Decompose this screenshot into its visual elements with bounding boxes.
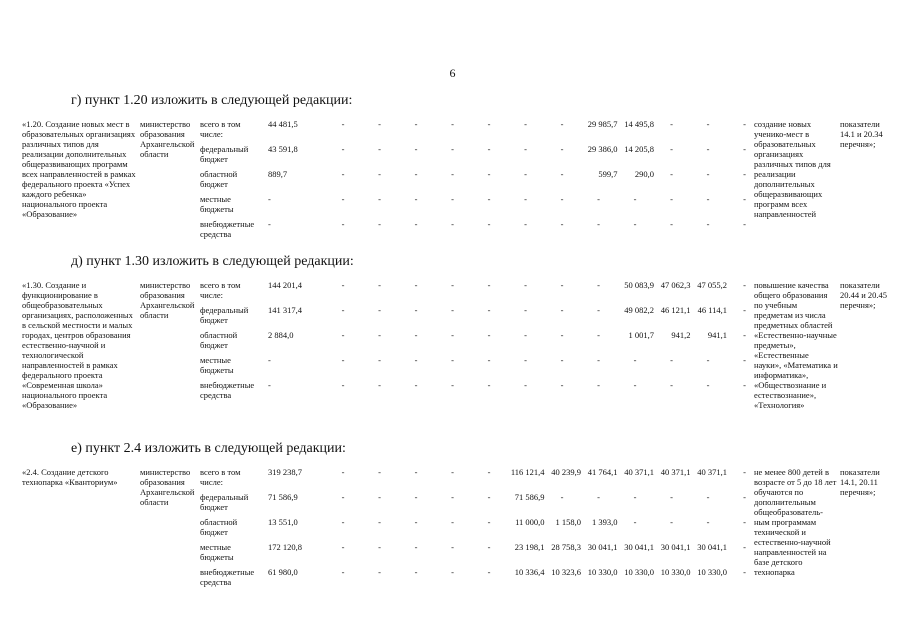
- funding-row: [200, 144, 750, 168]
- funding-row: [200, 219, 750, 243]
- year-amount-cell: -: [341, 280, 345, 290]
- year-amount-cell: 1 158,0: [555, 517, 581, 527]
- funding-source: федеральный бюджет: [200, 492, 249, 512]
- year-amount-cell: -: [706, 380, 710, 390]
- year-amount-cell: 1 393,0: [592, 517, 618, 527]
- year-amount-cell: 40 371,1: [660, 467, 691, 477]
- year-amount-cell: 290,0: [634, 169, 654, 179]
- year-amount-cell: 23 198,1: [514, 542, 545, 552]
- year-amount-cell: -: [670, 219, 673, 229]
- year-amount-cell: -: [341, 330, 345, 340]
- expected-outcome: не менее 800 детей в возрасте от 5 до 18 лет обучаются по дополнительным общеобразователь-ным программам технической и естественно-научной направленностей на базе детского технопарка: [754, 467, 837, 577]
- year-amount-cell: -: [341, 567, 345, 577]
- funding-row: [200, 517, 750, 541]
- target-indicators: показатели 14.1, 20.11 перечня»;: [840, 467, 880, 497]
- year-amount-cell: -: [487, 219, 491, 229]
- year-amount-cell: -: [597, 194, 600, 204]
- year-amount-cell: -: [560, 219, 564, 229]
- year-amount-cell: 49 082,2: [624, 305, 654, 315]
- year-amount-cell: -: [378, 380, 381, 390]
- year-amount-cell: -: [706, 517, 710, 527]
- year-amount-cell: 46 121,1: [660, 305, 691, 315]
- year-amount-cell: -: [341, 380, 345, 390]
- year-amount-cell: -: [743, 144, 746, 154]
- year-amount-cell: -: [341, 542, 345, 552]
- table-section-1-30: [22, 280, 890, 440]
- section-heading-g: г) пункт 1.20 изложить в следующей редакции:: [71, 93, 353, 108]
- year-amount-cell: -: [414, 280, 418, 290]
- year-amount-cell: -: [451, 305, 454, 315]
- year-amount-cell: -: [706, 194, 710, 204]
- funding-total: -: [268, 355, 271, 365]
- funding-source: областной бюджет: [200, 330, 238, 350]
- year-amount-cell: -: [378, 330, 381, 340]
- year-amount-cell: -: [560, 280, 564, 290]
- year-amount-cell: -: [414, 492, 418, 502]
- funding-total: 889,7: [268, 169, 288, 179]
- year-amount-cell: -: [743, 567, 746, 577]
- year-amount-cell: 47 055,2: [697, 280, 727, 290]
- year-amount-cell: 14 205,8: [624, 144, 654, 154]
- year-amount-cell: 941,2: [671, 330, 691, 340]
- year-amount-cell: -: [341, 219, 345, 229]
- year-amount-cell: -: [341, 305, 345, 315]
- year-amount-cell: -: [706, 219, 710, 229]
- year-amount-cell: 10 336,4: [514, 567, 545, 577]
- funding-total: 43 591,8: [268, 144, 298, 154]
- measure-description: «1.20. Создание новых мест в образовательных организациях различных типов для реализации дополнительных общеразвивающих программ всех направленностей в рамках федерального проекта «Успех каждого ребенка» национального проекта «Образование»: [22, 119, 136, 219]
- year-amount-cell: -: [378, 305, 381, 315]
- funding-source: всего в том числе:: [200, 280, 241, 300]
- year-amount-cell: -: [524, 169, 527, 179]
- year-amount-cell: -: [341, 492, 345, 502]
- year-amount-cell: -: [706, 492, 710, 502]
- funding-source: всего в том числе:: [200, 467, 241, 487]
- funding-row: [200, 169, 750, 193]
- year-amount-cell: -: [670, 380, 673, 390]
- year-amount-cell: -: [633, 219, 637, 229]
- funding-source: областной бюджет: [200, 517, 238, 537]
- year-amount-cell: -: [597, 305, 600, 315]
- funding-row: [200, 492, 750, 516]
- year-amount-cell: -: [633, 492, 637, 502]
- year-amount-cell: -: [487, 355, 491, 365]
- year-amount-cell: -: [414, 355, 418, 365]
- funding-row: [200, 380, 750, 404]
- year-amount-cell: -: [524, 305, 527, 315]
- year-amount-cell: -: [670, 492, 673, 502]
- funding-total: 13 551,0: [268, 517, 298, 527]
- year-amount-cell: -: [487, 330, 491, 340]
- year-amount-cell: -: [451, 492, 454, 502]
- year-amount-cell: -: [414, 144, 418, 154]
- year-amount-cell: -: [378, 467, 381, 477]
- year-amount-cell: -: [341, 467, 345, 477]
- funding-total: -: [268, 380, 271, 390]
- year-amount-cell: 30 041,1: [697, 542, 727, 552]
- year-amount-cell: -: [670, 517, 673, 527]
- measure-description: «2.4. Создание детского технопарка «Кванториум»: [22, 467, 118, 487]
- funding-source: федеральный бюджет: [200, 305, 249, 325]
- year-amount-cell: -: [414, 169, 418, 179]
- year-amount-cell: -: [670, 169, 673, 179]
- year-amount-cell: -: [341, 144, 345, 154]
- year-amount-cell: -: [451, 517, 454, 527]
- year-amount-cell: -: [633, 380, 637, 390]
- year-amount-cell: -: [560, 492, 564, 502]
- section-heading-d: д) пункт 1.30 изложить в следующей редакции:: [71, 254, 354, 269]
- year-amount-cell: -: [706, 119, 710, 129]
- responsible-executor: министерство образования Архангельской области: [140, 280, 195, 320]
- year-amount-cell: -: [597, 380, 600, 390]
- year-amount-cell: -: [743, 169, 746, 179]
- funding-total: -: [268, 219, 271, 229]
- funding-source: федеральный бюджет: [200, 144, 249, 164]
- year-amount-cell: -: [524, 144, 527, 154]
- year-amount-cell: -: [487, 119, 491, 129]
- year-amount-cell: -: [633, 517, 637, 527]
- year-amount-cell: -: [597, 219, 600, 229]
- year-amount-cell: -: [487, 169, 491, 179]
- funding-row: [200, 355, 750, 379]
- year-amount-cell: -: [487, 567, 491, 577]
- funding-total: 61 980,0: [268, 567, 298, 577]
- year-amount-cell: -: [451, 119, 454, 129]
- year-amount-cell: -: [633, 194, 637, 204]
- year-amount-cell: -: [706, 144, 710, 154]
- year-amount-cell: 599,7: [598, 169, 618, 179]
- year-amount-cell: 41 764,1: [587, 467, 618, 477]
- year-amount-cell: 10 330,0: [624, 567, 654, 577]
- year-amount-cell: 14 495,8: [624, 119, 654, 129]
- year-amount-cell: -: [560, 194, 564, 204]
- year-amount-cell: -: [451, 169, 454, 179]
- year-amount-cell: -: [560, 144, 564, 154]
- year-amount-cell: -: [414, 380, 418, 390]
- year-amount-cell: -: [743, 280, 746, 290]
- year-amount-cell: 50 083,9: [624, 280, 654, 290]
- funding-total: 141 317,4: [268, 305, 302, 315]
- year-amount-cell: -: [451, 355, 454, 365]
- year-amount-cell: -: [487, 467, 491, 477]
- year-amount-cell: 941,1: [707, 330, 727, 340]
- funding-row: [200, 467, 750, 491]
- target-indicators: показатели 20.44 и 20.45 перечня»;: [840, 280, 888, 310]
- funding-total: 144 201,4: [268, 280, 302, 290]
- measure-description: «1.30. Создание и функционирование в общеобразовательных организациях, расположенных в сельской местности и малых городах, центров образования естественно-научной и технологической направленностей в рамках федерального проекта «Современная школа» национального проекта «Образование»: [22, 280, 133, 410]
- year-amount-cell: -: [414, 567, 418, 577]
- year-amount-cell: 11 000,0: [515, 517, 545, 527]
- year-amount-cell: -: [670, 194, 673, 204]
- funding-total: 2 884,0: [268, 330, 294, 340]
- funding-source: областной бюджет: [200, 169, 238, 189]
- year-amount-cell: -: [524, 219, 527, 229]
- funding-source: местные бюджеты: [200, 542, 234, 562]
- expected-outcome: создание новых ученико-мест в образовательных организациях различных типов для реализации дополнительных общеразвивающих программ всех направленностей: [754, 119, 831, 219]
- year-amount-cell: -: [378, 355, 381, 365]
- year-amount-cell: -: [341, 517, 345, 527]
- funding-source: местные бюджеты: [200, 194, 234, 214]
- year-amount-cell: 1 001,7: [628, 330, 654, 340]
- year-amount-cell: -: [706, 169, 710, 179]
- funding-total: 319 238,7: [268, 467, 302, 477]
- year-amount-cell: -: [524, 355, 527, 365]
- year-amount-cell: -: [560, 305, 564, 315]
- year-amount-cell: -: [560, 169, 564, 179]
- year-amount-cell: 40 239,9: [551, 467, 581, 477]
- year-amount-cell: -: [378, 280, 381, 290]
- year-amount-cell: -: [706, 355, 710, 365]
- year-amount-cell: 10 330,0: [587, 567, 618, 577]
- year-amount-cell: -: [451, 467, 454, 477]
- year-amount-cell: -: [487, 194, 491, 204]
- year-amount-cell: -: [414, 542, 418, 552]
- year-amount-cell: -: [378, 194, 381, 204]
- year-amount-cell: -: [487, 542, 491, 552]
- year-amount-cell: -: [524, 194, 527, 204]
- funding-row: [200, 305, 750, 329]
- year-amount-cell: -: [560, 330, 564, 340]
- responsible-executor: министерство образования Архангельской области: [140, 467, 195, 507]
- year-amount-cell: -: [451, 219, 454, 229]
- year-amount-cell: -: [670, 144, 673, 154]
- funding-row: [200, 194, 750, 218]
- year-amount-cell: -: [378, 219, 381, 229]
- year-amount-cell: 30 041,1: [660, 542, 691, 552]
- year-amount-cell: -: [378, 542, 381, 552]
- year-amount-cell: -: [560, 355, 564, 365]
- year-amount-cell: -: [341, 194, 345, 204]
- year-amount-cell: -: [341, 355, 345, 365]
- year-amount-cell: -: [597, 355, 600, 365]
- year-amount-cell: -: [451, 144, 454, 154]
- year-amount-cell: 10 330,0: [697, 567, 727, 577]
- year-amount-cell: -: [670, 119, 673, 129]
- responsible-executor: министерство образования Архангельской области: [140, 119, 195, 159]
- year-amount-cell: -: [451, 542, 454, 552]
- year-amount-cell: -: [743, 330, 746, 340]
- year-amount-cell: -: [743, 492, 746, 502]
- table-section-2-4: [22, 467, 890, 597]
- year-amount-cell: -: [524, 330, 527, 340]
- expected-outcome: повышение качества общего образования по учебным предметам из числа предметных областей «Естественно-научные предметы», «Естественные науки», «Математика и информатика», «Обществознание и естествознание», «Технология»: [754, 280, 838, 410]
- year-amount-cell: -: [414, 517, 418, 527]
- year-amount-cell: -: [451, 567, 454, 577]
- funding-total: 71 586,9: [268, 492, 298, 502]
- year-amount-cell: -: [633, 355, 637, 365]
- year-amount-cell: -: [487, 305, 491, 315]
- year-amount-cell: -: [451, 280, 454, 290]
- year-amount-cell: -: [378, 119, 381, 129]
- funding-row: [200, 567, 750, 591]
- year-amount-cell: 40 371,1: [624, 467, 654, 477]
- year-amount-cell: 47 062,3: [660, 280, 691, 290]
- year-amount-cell: 10 323,6: [551, 567, 581, 577]
- year-amount-cell: -: [451, 194, 454, 204]
- funding-source: внебюджетные средства: [200, 219, 255, 239]
- year-amount-cell: -: [378, 567, 381, 577]
- year-amount-cell: -: [378, 169, 381, 179]
- year-amount-cell: -: [560, 380, 564, 390]
- funding-source: местные бюджеты: [200, 355, 234, 375]
- year-amount-cell: 116 121,4: [510, 467, 545, 477]
- year-amount-cell: -: [378, 517, 381, 527]
- year-amount-cell: 29 386,0: [587, 144, 618, 154]
- year-amount-cell: 29 985,7: [587, 119, 618, 129]
- year-amount-cell: -: [414, 119, 418, 129]
- year-amount-cell: -: [487, 280, 491, 290]
- year-amount-cell: -: [560, 119, 564, 129]
- table-section-1-20: [22, 119, 890, 244]
- year-amount-cell: 30 041,1: [587, 542, 618, 552]
- year-amount-cell: -: [743, 305, 746, 315]
- funding-row: [200, 542, 750, 566]
- funding-total: 172 120,8: [268, 542, 302, 552]
- year-amount-cell: -: [341, 169, 345, 179]
- year-amount-cell: -: [597, 492, 600, 502]
- year-amount-cell: -: [743, 467, 746, 477]
- year-amount-cell: -: [414, 467, 418, 477]
- year-amount-cell: -: [414, 330, 418, 340]
- year-amount-cell: -: [378, 144, 381, 154]
- year-amount-cell: -: [414, 194, 418, 204]
- year-amount-cell: -: [524, 280, 527, 290]
- year-amount-cell: 71 586,9: [514, 492, 545, 502]
- funding-row: [200, 280, 750, 304]
- year-amount-cell: -: [743, 119, 746, 129]
- year-amount-cell: -: [670, 355, 673, 365]
- year-amount-cell: -: [487, 144, 491, 154]
- year-amount-cell: -: [743, 517, 746, 527]
- funding-row: [200, 119, 750, 143]
- year-amount-cell: 40 371,1: [697, 467, 727, 477]
- year-amount-cell: -: [487, 380, 491, 390]
- page-number: 6: [449, 66, 456, 80]
- year-amount-cell: -: [451, 330, 454, 340]
- year-amount-cell: -: [743, 219, 746, 229]
- year-amount-cell: 30 041,1: [624, 542, 654, 552]
- year-amount-cell: -: [341, 119, 345, 129]
- year-amount-cell: -: [743, 542, 746, 552]
- year-amount-cell: -: [524, 119, 527, 129]
- funding-source: внебюджетные средства: [200, 380, 255, 400]
- target-indicators: показатели 14.1 и 20.34 перечня»;: [840, 119, 883, 149]
- year-amount-cell: -: [524, 380, 527, 390]
- year-amount-cell: -: [597, 330, 600, 340]
- year-amount-cell: -: [451, 380, 454, 390]
- year-amount-cell: -: [487, 517, 491, 527]
- year-amount-cell: -: [414, 219, 418, 229]
- year-amount-cell: -: [487, 492, 491, 502]
- funding-total: 44 481,5: [268, 119, 298, 129]
- year-amount-cell: -: [743, 380, 746, 390]
- funding-source: всего в том числе:: [200, 119, 241, 139]
- year-amount-cell: -: [378, 492, 381, 502]
- funding-row: [200, 330, 750, 354]
- section-heading-e: е) пункт 2.4 изложить в следующей редакции:: [71, 441, 346, 456]
- year-amount-cell: -: [597, 280, 600, 290]
- funding-source: внебюджетные средства: [200, 567, 255, 587]
- funding-total: -: [268, 194, 271, 204]
- year-amount-cell: -: [743, 355, 746, 365]
- year-amount-cell: -: [743, 194, 746, 204]
- year-amount-cell: 10 330,0: [660, 567, 691, 577]
- year-amount-cell: -: [414, 305, 418, 315]
- year-amount-cell: 28 758,3: [551, 542, 581, 552]
- year-amount-cell: 46 114,1: [697, 305, 727, 315]
